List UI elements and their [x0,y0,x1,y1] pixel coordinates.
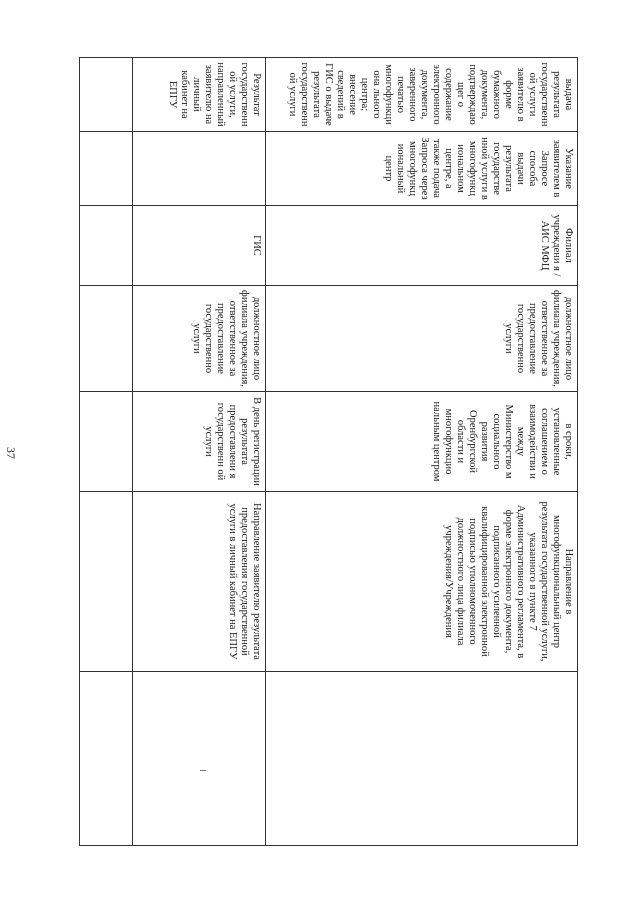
table-cell-condition [80,132,133,206]
table-cell-responsible [80,286,133,392]
table-cell-responsible: должностное лицо филиала учреждения, ответственное за предоставление государственно услуги [133,286,266,392]
table-cell-system: ГИС [133,206,266,286]
table-cell-basis [266,672,578,846]
page-number: 37 [4,447,18,459]
table-cell-action: Направление в многофункциональный центр результата государственной услуги, указанного в пункте 7 Административного регламента, в форме электронного документа, подписанного усиленной квалифицированной электронной подписью уполномоченного должностного лица филиала учреждения/Учреждения [266,492,578,672]
scan-mark [200,770,206,771]
table-cell-responsible: должностное лицо филиала учреждения, ответственное за предоставление государственно услуги [266,286,578,392]
table-cell-deadline: В день регистрации результата предоставлени я государственн ой услуги [133,392,266,492]
table-cell-action [80,492,133,672]
table-cell-basis [133,672,266,846]
table-cell-deadline [80,392,133,492]
table-cell-result [80,58,133,132]
table-cell-action: Направление заявителю результата предоставления государственной услуги в личный кабинет на ЕПГУ [133,492,266,672]
table-cell-condition [133,132,266,206]
table-cell-result: Результат государственной услуги, направленный заявителю на личный кабинет на ЕПГУ [133,58,266,132]
table-cell-system: Филиал учреждени я / АИС МФЦ [266,206,578,286]
table-cell-result: выдача результата государственной услуги заявителю в форме бумажного документа, подтверждающег о содержание электронного документа, заверенного печатью многофункциона льного центра; внесение сведений в ГИС о выдаче результата государственной услуги [266,58,578,132]
table-cell-condition: Указание заявителем в Запросе способа выдачи результата государстве нной услуги в многофункц иональном центре, а также подача Запроса через многофункц иональный центр [266,132,578,206]
table-row [133,58,266,846]
table-row [266,58,578,846]
table-cell-system [80,206,133,286]
rotated-table-container [80,57,578,845]
table-row [80,58,133,846]
table-cell-deadline: в сроки, установленные соглашением о взаимодействи и между Министерство м социального развития Оренбургской области и многофункцио нальным центром [266,392,578,492]
table-cell-basis [80,672,133,846]
procedure-table [79,57,578,846]
